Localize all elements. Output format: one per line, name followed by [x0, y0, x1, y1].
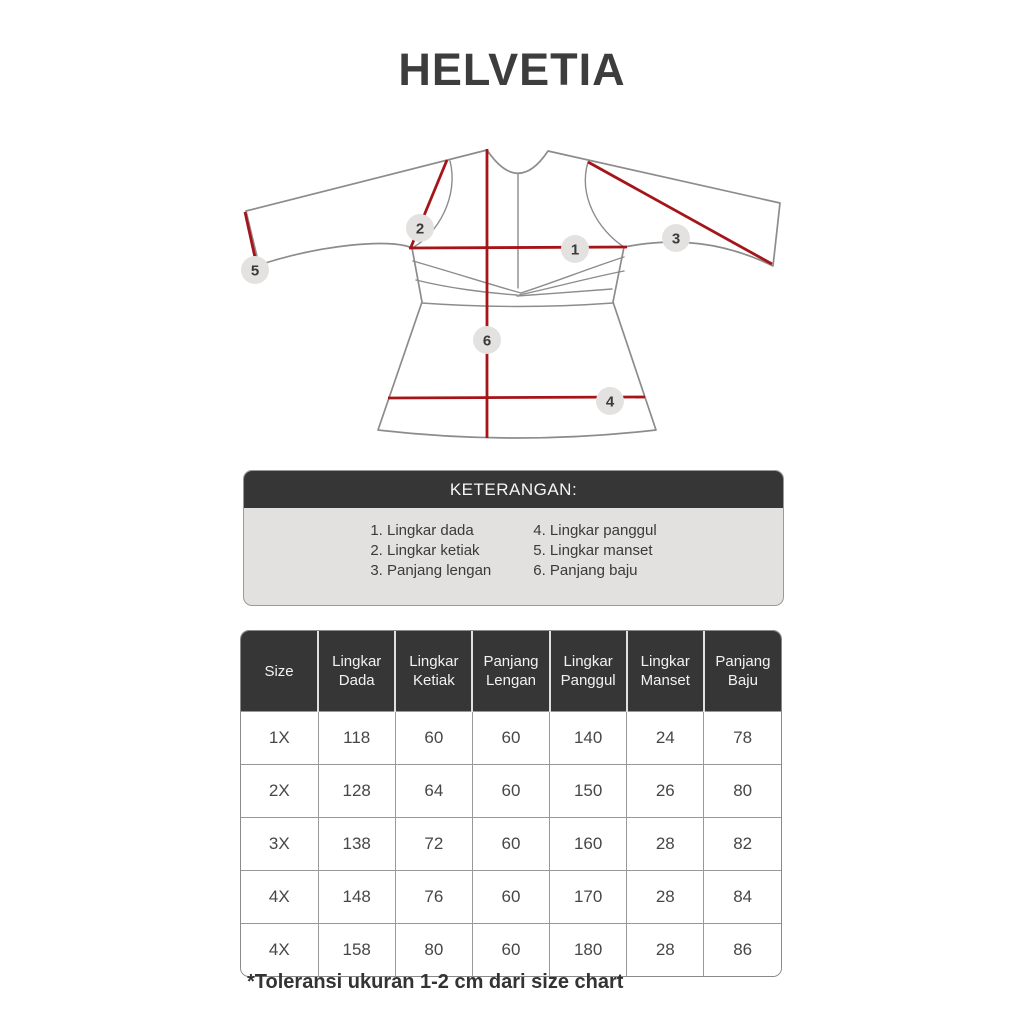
legend-header: KETERANGAN: [244, 471, 783, 508]
column-header: Lingkar Dada [318, 631, 395, 712]
column-header: Lingkar Manset [627, 631, 704, 712]
measure-line-lingkar-dada [409, 247, 627, 248]
size-cell: 3X [241, 818, 318, 871]
size-cell: 26 [627, 765, 704, 818]
tolerance-note: *Toleransi ukuran 1-2 cm dari size chart [247, 971, 624, 993]
measure-badge-number: 4 [605, 393, 615, 411]
armhole-right-seam [585, 162, 624, 247]
size-cell: 60 [472, 871, 549, 924]
size-cell: 140 [550, 712, 627, 765]
size-cell: 158 [318, 924, 395, 977]
size-cell: 28 [627, 924, 704, 977]
legend-column-right [533, 521, 656, 581]
size-table-container [240, 630, 782, 977]
size-cell: 78 [704, 712, 781, 765]
legend-item: 4. Lingkar panggul [533, 522, 657, 539]
size-cell: 118 [318, 712, 395, 765]
size-cell: 60 [395, 712, 472, 765]
table-row [241, 924, 781, 977]
legend-item: 3. Panjang lengan [370, 562, 492, 579]
size-cell: 24 [627, 712, 704, 765]
size-cell: 4X [241, 871, 318, 924]
size-cell: 86 [704, 924, 781, 977]
size-cell: 80 [395, 924, 472, 977]
size-cell: 82 [704, 818, 781, 871]
size-cell: 80 [704, 765, 781, 818]
measure-line-lingkar-manset [245, 212, 256, 262]
legend-body [244, 508, 783, 581]
size-cell: 64 [395, 765, 472, 818]
measure-badge-number: 5 [250, 262, 260, 280]
size-cell: 138 [318, 818, 395, 871]
size-cell: 28 [627, 818, 704, 871]
size-cell: 60 [472, 818, 549, 871]
legend-item: 6. Panjang baju [533, 562, 638, 579]
measure-badge-number: 1 [570, 241, 580, 259]
size-cell: 170 [550, 871, 627, 924]
size-cell: 76 [395, 871, 472, 924]
legend-item: 1. Lingkar dada [370, 522, 474, 539]
size-cell: 2X [241, 765, 318, 818]
size-cell: 180 [550, 924, 627, 977]
size-cell: 148 [318, 871, 395, 924]
size-table-body [241, 712, 781, 977]
table-row [241, 818, 781, 871]
table-row [241, 712, 781, 765]
page-title: HELVETIA [398, 44, 626, 95]
column-header: Panjang Baju [704, 631, 781, 712]
size-cell: 72 [395, 818, 472, 871]
measure-badge-number: 3 [671, 230, 681, 248]
table-row [241, 871, 781, 924]
waist-wrap-seam [413, 261, 521, 293]
legend-item: 2. Lingkar ketiak [370, 542, 480, 559]
size-cell: 4X [241, 924, 318, 977]
size-cell: 60 [472, 712, 549, 765]
measure-badge-number: 6 [482, 332, 492, 350]
column-header: Panjang Lengan [472, 631, 549, 712]
size-cell: 60 [472, 924, 549, 977]
size-cell: 1X [241, 712, 318, 765]
garment-outline [246, 150, 780, 438]
legend-box [243, 470, 784, 606]
column-header: Lingkar Panggul [550, 631, 627, 712]
size-cell: 84 [704, 871, 781, 924]
size-table [241, 631, 781, 976]
legend-column-left [370, 521, 491, 581]
size-cell: 28 [627, 871, 704, 924]
size-cell: 60 [472, 765, 549, 818]
size-cell: 128 [318, 765, 395, 818]
size-cell: 160 [550, 818, 627, 871]
size-cell: 150 [550, 765, 627, 818]
table-row [241, 765, 781, 818]
column-header: Lingkar Ketiak [395, 631, 472, 712]
legend-item: 5. Lingkar manset [533, 542, 653, 559]
column-header: Size [241, 631, 318, 712]
measure-badge-number: 2 [415, 220, 425, 238]
waist-bottom-seam [422, 303, 613, 307]
badge-layer [241, 214, 690, 415]
size-table-head [241, 631, 781, 712]
